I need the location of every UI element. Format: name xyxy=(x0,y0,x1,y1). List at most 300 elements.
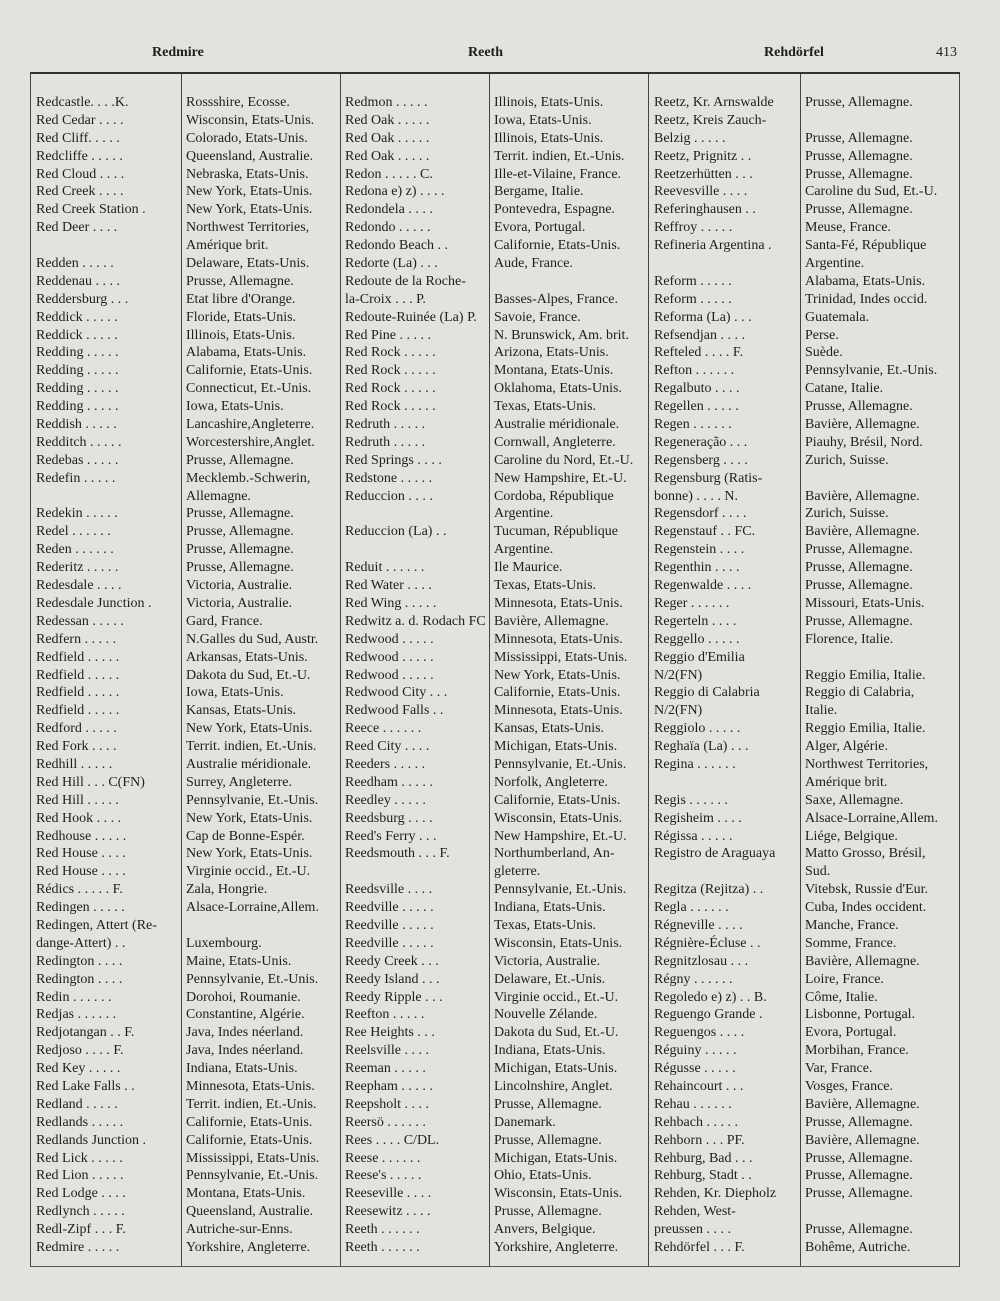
place-name: Régissa . . . . . xyxy=(654,828,733,844)
place-name: Red Cliff. . . . . xyxy=(36,130,120,146)
place-name: Red Rock . . . . . xyxy=(345,399,436,415)
place-location: Missouri, Etats-Unis. xyxy=(805,595,925,611)
place-location: Lancashire,Angleterre. xyxy=(186,417,315,433)
place-location: New York, Etats-Unis. xyxy=(186,810,313,826)
column-divider xyxy=(648,74,649,1266)
place-name: Redfield . . . . . xyxy=(36,685,120,701)
place-location: Loire, France. xyxy=(805,971,884,987)
place-name: Redding . . . . . xyxy=(36,363,119,379)
header-last-entry: Rehdörfel xyxy=(764,45,824,60)
place-location: Norfolk, Angleterre. xyxy=(494,774,608,790)
place-location: Prusse, Allemagne. xyxy=(186,506,294,522)
place-location: Evora, Portugal. xyxy=(805,1025,897,1041)
place-location: Australie méridionale. xyxy=(186,756,312,772)
place-location: Meuse, France. xyxy=(805,220,891,236)
place-name: Red Hook . . . . xyxy=(36,810,122,826)
place-location: Manche, France. xyxy=(805,917,899,933)
place-name: Reevesville . . . . xyxy=(654,184,748,200)
place-name: Refton . . . . . . xyxy=(654,363,735,379)
place-name: Reffroy . . . . . xyxy=(654,220,733,236)
place-location: Bavière, Allemagne. xyxy=(805,1132,920,1148)
place-name: Régneville . . . . xyxy=(654,917,743,933)
place-location: Prusse, Allemagne. xyxy=(805,95,913,110)
place-name: Red Springs . . . . xyxy=(345,452,442,468)
place-location: Mississippi, Etats-Unis. xyxy=(494,649,628,665)
place-location: Savoie, France. xyxy=(494,309,581,325)
place-location: Michigan, Etats-Unis. xyxy=(494,1150,618,1166)
place-name: Reedley . . . . . xyxy=(345,792,426,808)
place-location: Bavière, Allemagne. xyxy=(805,1096,920,1112)
place-name: Red Lodge . . . . xyxy=(36,1186,126,1202)
place-location: Reggio Emilia, Italie. xyxy=(805,667,926,683)
place-location: Colorado, Etats-Unis. xyxy=(186,130,308,146)
place-location: Argentine. xyxy=(805,256,865,272)
place-location: Californie, Etats-Unis. xyxy=(494,238,621,254)
place-location: Cordoba, République xyxy=(494,488,614,504)
place-name: N/2(FN) xyxy=(654,667,703,683)
place-name: Regina . . . . . . xyxy=(654,756,736,772)
place-name: Reforma (La) . . . xyxy=(654,309,752,325)
place-location: Indiana, Etats-Unis. xyxy=(186,1061,298,1077)
place-location: Java, Indes néerland. xyxy=(186,1043,304,1059)
place-name: Reduit . . . . . . xyxy=(345,560,425,576)
place-location: Alsace-Lorraine,Allem. xyxy=(805,810,938,826)
place-location: Prusse, Allemagne. xyxy=(805,1186,913,1202)
place-location: Delaware, Et.-Unis. xyxy=(494,971,606,987)
place-name: Red Rock . . . . . xyxy=(345,381,436,397)
place-name: Red Rock . . . . . xyxy=(345,363,436,379)
place-name: bonne) . . . . N. xyxy=(654,488,738,504)
place-location: Lincolnshire, Anglet. xyxy=(494,1078,613,1094)
place-name: Reedham . . . . . xyxy=(345,774,433,790)
place-name: Reggio d'Emilia xyxy=(654,649,745,665)
place-location: Kansas, Etats-Unis. xyxy=(186,703,297,719)
place-name: Reform . . . . . xyxy=(654,273,732,289)
place-location: Amérique brit. xyxy=(186,238,269,254)
place-name: Regenwalde . . . . xyxy=(654,578,752,594)
place-location: Australie méridionale. xyxy=(494,417,620,433)
place-name: preussen . . . . xyxy=(654,1222,731,1238)
place-name: Reddersburg . . . xyxy=(36,291,129,307)
place-location: Prusse, Allemagne. xyxy=(805,202,913,218)
place-location: Victoria, Australie. xyxy=(494,953,601,969)
place-location: Alsace-Lorraine,Allem. xyxy=(186,900,319,916)
place-location: Nebraska, Etats-Unis. xyxy=(186,166,309,182)
place-location: Texas, Etats-Unis. xyxy=(494,917,597,933)
place-name: Redel . . . . . . xyxy=(36,524,111,540)
place-location: Catane, Italie. xyxy=(805,381,884,397)
place-name: Redcliffe . . . . . xyxy=(36,148,123,164)
place-name: Redl-Zipf . . . F. xyxy=(36,1222,126,1238)
place-location: Bavière, Allemagne. xyxy=(494,613,609,629)
place-location: Prusse, Allemagne. xyxy=(805,166,913,182)
place-location: Basses-Alpes, France. xyxy=(494,291,619,307)
place-location: Iowa, Etats-Unis. xyxy=(494,112,592,128)
place-name: Redin . . . . . . xyxy=(36,989,112,1005)
place-name: Regis . . . . . . xyxy=(654,792,728,808)
place-location: Wisconsin, Etats-Unis. xyxy=(494,1186,623,1202)
place-name: Red Wing . . . . . xyxy=(345,595,437,611)
place-location: Californie, Etats-Unis. xyxy=(186,1132,313,1148)
place-location: Cap de Bonne-Espér. xyxy=(186,828,305,844)
place-location: Suède. xyxy=(805,345,843,361)
place-location: Alabama, Etats-Unis. xyxy=(805,273,926,289)
place-name: Reduccion . . . . xyxy=(345,488,433,504)
place-location: Maine, Etats-Unis. xyxy=(186,953,292,969)
place-location: Constantine, Algérie. xyxy=(186,1007,305,1023)
place-name: Red Deer . . . . xyxy=(36,220,118,236)
place-name: Redorte (La) . . . xyxy=(345,256,438,272)
place-location: Argentine. xyxy=(494,506,554,522)
place-location: Prusse, Allemagne. xyxy=(494,1132,602,1148)
place-name: Regeneração . . . xyxy=(654,434,748,450)
place-location: Prusse, Allemagne. xyxy=(805,1168,913,1184)
place-name: Reetz, Kreis Zauch- xyxy=(654,112,767,128)
place-location: Prusse, Allemagne. xyxy=(805,542,913,558)
place-location: Prusse, Allemagne. xyxy=(494,1204,602,1220)
place-name: Ree Heights . . . xyxy=(345,1025,435,1041)
place-location: Mecklemb.-Schwerin, xyxy=(186,470,311,486)
place-name: Redington . . . . xyxy=(36,971,123,987)
place-name: Redding . . . . . xyxy=(36,381,119,397)
place-location: Montana, Etats-Unis. xyxy=(186,1186,306,1202)
place-location: Minnesota, Etats-Unis. xyxy=(186,1078,315,1094)
place-name: Reeders . . . . . xyxy=(345,756,426,772)
place-name: Réguiny . . . . . xyxy=(654,1043,737,1059)
place-name: Reeseville . . . . xyxy=(345,1186,432,1202)
place-name: Redmon . . . . . xyxy=(345,95,428,110)
place-location: Victoria, Australie. xyxy=(186,595,293,611)
place-location: Wisconsin, Etats-Unis. xyxy=(494,810,623,826)
place-name: Red Hill . . . . . xyxy=(36,792,119,808)
place-name: Reersö . . . . . . xyxy=(345,1114,426,1130)
place-name: Red Lake Falls . . xyxy=(36,1078,135,1094)
place-location: New York, Etats-Unis. xyxy=(186,721,313,737)
place-location: Northwest Territories, xyxy=(805,756,929,772)
place-name: Redmire . . . . . xyxy=(36,1240,120,1255)
place-name: Reedy Island . . . xyxy=(345,971,440,987)
place-name: Reggiolo . . . . . xyxy=(654,721,741,737)
place-location: Java, Indes néerland. xyxy=(186,1025,304,1041)
place-name: la-Croix . . . P. xyxy=(345,291,426,307)
place-name: Reden . . . . . . xyxy=(36,542,114,558)
place-name: Redwood . . . . . xyxy=(345,631,434,647)
place-name: Rehau . . . . . . xyxy=(654,1096,732,1112)
place-location: Indiana, Etats-Unis. xyxy=(494,1043,606,1059)
place-location: Zala, Hongrie. xyxy=(186,882,268,898)
place-location: Côme, Italie. xyxy=(805,989,878,1005)
place-name: Redlands . . . . . xyxy=(36,1114,124,1130)
column-divider xyxy=(800,74,801,1266)
place-location: Prusse, Allemagne. xyxy=(186,542,294,558)
place-name: Red Cloud . . . . xyxy=(36,166,125,182)
place-location: Anvers, Belgique. xyxy=(494,1222,596,1238)
place-location: Santa-Fé, République xyxy=(805,238,927,254)
place-name: Redfield . . . . . xyxy=(36,649,120,665)
place-location: Illinois, Etats-Unis. xyxy=(494,95,604,110)
place-location: Prusse, Allemagne. xyxy=(805,399,913,415)
place-name: Reeth . . . . . . xyxy=(345,1222,420,1238)
place-location: Prusse, Allemagne. xyxy=(494,1096,602,1112)
place-name: Red Key . . . . . xyxy=(36,1061,121,1077)
place-name: Regenstein . . . . xyxy=(654,542,745,558)
place-location: Autriche-sur-Enns. xyxy=(186,1222,293,1238)
place-name: Reeth . . . . . . xyxy=(345,1240,420,1255)
place-location: Californie, Etats-Unis. xyxy=(186,1114,313,1130)
place-name: Reesewitz . . . . xyxy=(345,1204,431,1220)
place-location: Wisconsin, Etats-Unis. xyxy=(494,935,623,951)
place-location: Queensland, Australie. xyxy=(186,1204,314,1220)
place-name: Regensdorf . . . . xyxy=(654,506,747,522)
place-location: Aude, France. xyxy=(494,256,573,272)
place-name: Redhouse . . . . . xyxy=(36,828,127,844)
place-name: Regenstauf . . FC. xyxy=(654,524,756,540)
place-name: Redwood City . . . xyxy=(345,685,448,701)
place-location: Kansas, Etats-Unis. xyxy=(494,721,605,737)
place-name: Redwood . . . . . xyxy=(345,667,434,683)
place-name: Regerteln . . . . xyxy=(654,613,737,629)
place-name: Reddenau . . . . xyxy=(36,273,120,289)
place-location: Northwest Territories, xyxy=(186,220,310,236)
place-name: Reeman . . . . . xyxy=(345,1061,426,1077)
place-location: Argentine. xyxy=(494,542,554,558)
place-location: Bavière, Allemagne. xyxy=(805,953,920,969)
place-location: Allemagne. xyxy=(186,488,251,504)
place-name: Refteled . . . . F. xyxy=(654,345,744,361)
place-location: Gard, France. xyxy=(186,613,263,629)
place-name: Rehbach . . . . . xyxy=(654,1114,738,1130)
place-name: Reetzerhütten . . . xyxy=(654,166,753,182)
place-location: N. Brunswick, Am. brit. xyxy=(494,327,629,343)
place-location: Liége, Belgique. xyxy=(805,828,898,844)
place-name: Reece . . . . . . xyxy=(345,721,422,737)
place-name: Redon . . . . . C. xyxy=(345,166,433,182)
place-name: Reedville . . . . . xyxy=(345,935,434,951)
place-location: Victoria, Australie. xyxy=(186,578,293,594)
place-location: Vosges, France. xyxy=(805,1078,894,1094)
place-location: Amérique brit. xyxy=(805,774,888,790)
place-name: Redesdale Junction . xyxy=(36,595,152,611)
place-name: Redcastle. . . .K. xyxy=(36,95,129,110)
place-location: Prusse, Allemagne. xyxy=(186,524,294,540)
place-name: Redland . . . . . xyxy=(36,1096,118,1112)
place-location: Prusse, Allemagne. xyxy=(805,1150,913,1166)
place-location: Delaware, Etats-Unis. xyxy=(186,256,310,272)
place-location: Texas, Etats-Unis. xyxy=(494,399,597,415)
place-name: Redfield . . . . . xyxy=(36,667,120,683)
place-location: Worcestershire,Anglet. xyxy=(186,434,315,450)
place-name: Red Oak . . . . . xyxy=(345,130,430,146)
place-name: Red House . . . . xyxy=(36,864,126,880)
place-location: Queensland, Australie. xyxy=(186,148,314,164)
place-name: Reedville . . . . . xyxy=(345,900,434,916)
place-location: New York, Etats-Unis. xyxy=(186,846,313,862)
place-name: Regla . . . . . . xyxy=(654,900,729,916)
place-location: Perse. xyxy=(805,327,839,343)
column-divider xyxy=(340,74,341,1266)
place-location: Pennsylvanie, Et.-Unis. xyxy=(494,882,627,898)
place-location: New York, Etats-Unis. xyxy=(494,667,621,683)
place-location: Reggio di Calabria, xyxy=(805,685,915,701)
place-name: Redoute de la Roche- xyxy=(345,273,466,289)
place-location: Bergame, Italie. xyxy=(494,184,584,200)
place-name: Redfield . . . . . xyxy=(36,703,120,719)
place-name: Redruth . . . . . xyxy=(345,434,426,450)
place-name: Regnitzlosau . . . xyxy=(654,953,749,969)
place-name: Reed's Ferry . . . xyxy=(345,828,437,844)
place-location: Var, France. xyxy=(805,1061,873,1077)
place-name: Redebas . . . . . xyxy=(36,452,119,468)
place-name: Redlynch . . . . . xyxy=(36,1204,125,1220)
place-name: Redhill . . . . . xyxy=(36,756,113,772)
place-location: Surrey, Angleterre. xyxy=(186,774,292,790)
place-name: Reelsville . . . . xyxy=(345,1043,429,1059)
place-location: Territ. indien, Et.-Unis. xyxy=(494,148,625,164)
place-name: Reefton . . . . . xyxy=(345,1007,425,1023)
place-location: Mississippi, Etats-Unis. xyxy=(186,1150,320,1166)
place-name: Belzig . . . . . xyxy=(654,130,726,146)
place-name: Reggio di Calabria xyxy=(654,685,760,701)
place-name: Redingen . . . . . xyxy=(36,900,125,916)
place-name: Red Water . . . . xyxy=(345,578,432,594)
place-name: Régnière-Écluse . . xyxy=(654,935,761,951)
place-location: Pennsylvanie, Et.-Unis. xyxy=(494,756,627,772)
place-name: Redstone . . . . . xyxy=(345,470,433,486)
place-name: Redwood . . . . . xyxy=(345,649,434,665)
place-location: Rossshire, Ecosse. xyxy=(186,95,290,110)
place-location: Somme, France. xyxy=(805,935,897,951)
place-name: Red Lick . . . . . xyxy=(36,1150,123,1166)
place-name: Reggello . . . . . xyxy=(654,631,740,647)
place-location: Prusse, Allemagne. xyxy=(186,273,294,289)
place-name: Red Oak . . . . . xyxy=(345,148,430,164)
place-location: Indiana, Etats-Unis. xyxy=(494,900,606,916)
header-first-entry: Redmire xyxy=(152,45,204,60)
place-name: Redwood Falls . . xyxy=(345,703,444,719)
place-location: Alger, Algérie. xyxy=(805,739,889,755)
place-name: Reepsholt . . . . xyxy=(345,1096,429,1112)
place-name: Redding . . . . . xyxy=(36,399,119,415)
place-name: Reddick . . . . . xyxy=(36,327,118,343)
place-location: Danemark. xyxy=(494,1114,556,1130)
place-location: Iowa, Etats-Unis. xyxy=(186,685,284,701)
place-location: Wisconsin, Etats-Unis. xyxy=(186,112,315,128)
place-name: Red Rock . . . . . xyxy=(345,345,436,361)
place-location: Caroline du Nord, Et.-U. xyxy=(494,452,634,468)
place-location: Michigan, Etats-Unis. xyxy=(494,1061,618,1077)
place-name: Red Oak . . . . . xyxy=(345,112,430,128)
place-name: Redfern . . . . . xyxy=(36,631,117,647)
place-name: Rehburg, Bad . . . xyxy=(654,1150,753,1166)
place-name: Referinghausen . . xyxy=(654,202,756,218)
place-name: Reese . . . . . . xyxy=(345,1150,421,1166)
place-name: Red Creek . . . . xyxy=(36,184,124,200)
place-name: Refsendjan . . . . xyxy=(654,327,745,343)
place-name: Reger . . . . . . xyxy=(654,595,730,611)
place-location: Iowa, Etats-Unis. xyxy=(186,399,284,415)
place-location: Illinois, Etats-Unis. xyxy=(494,130,604,146)
place-location: Prusse, Allemagne. xyxy=(805,578,913,594)
place-location: Dakota du Sud, Et.-U. xyxy=(186,667,311,683)
place-name: Redruth . . . . . xyxy=(345,417,426,433)
place-name: Regitza (Rejitza) . . xyxy=(654,882,764,898)
place-location: Michigan, Etats-Unis. xyxy=(494,739,618,755)
place-name: Reddick . . . . . xyxy=(36,309,118,325)
place-location: Alabama, Etats-Unis. xyxy=(186,345,307,361)
place-location: Nouvelle Zélande. xyxy=(494,1007,598,1023)
place-name: Redingen, Attert (Re- xyxy=(36,917,157,933)
place-name: Redford . . . . . xyxy=(36,721,117,737)
place-location: Northumberland, An- xyxy=(494,846,615,862)
place-location: Prusse, Allemagne. xyxy=(805,560,913,576)
place-location: Italie. xyxy=(805,703,838,719)
place-location: Yorkshire, Angleterre. xyxy=(494,1240,619,1255)
place-name: Rehden, Kr. Diepholz xyxy=(654,1186,777,1202)
header-rule xyxy=(30,72,960,74)
place-name: Reese's . . . . . xyxy=(345,1168,422,1184)
place-name: Regenthin . . . . xyxy=(654,560,740,576)
place-location: Ohio, Etats-Unis. xyxy=(494,1168,592,1184)
place-location: Vitebsk, Russie d'Eur. xyxy=(805,882,929,898)
place-location: Reggio Emilia, Italie. xyxy=(805,721,926,737)
place-location: Saxe, Allemagne. xyxy=(805,792,904,808)
place-name: Reddish . . . . . xyxy=(36,417,117,433)
place-name: Reetz, Prignitz . . xyxy=(654,148,752,164)
place-location: Guatemala. xyxy=(805,309,870,325)
place-location: Pontevedra, Espagne. xyxy=(494,202,615,218)
place-location: Virginie occid., Et.-U. xyxy=(186,864,311,880)
place-name: Redding . . . . . xyxy=(36,345,119,361)
place-location: Florence, Italie. xyxy=(805,631,894,647)
place-location: Minnesota, Etats-Unis. xyxy=(494,595,623,611)
place-location: Prusse, Allemagne. xyxy=(186,452,294,468)
place-location: New Hampshire, Et.-U. xyxy=(494,828,627,844)
place-location: Arkansas, Etats-Unis. xyxy=(186,649,308,665)
place-location: Caroline du Sud, Et.-U. xyxy=(805,184,938,200)
place-name: Rehborn . . . PF. xyxy=(654,1132,745,1148)
place-name: Régny . . . . . . xyxy=(654,971,733,987)
place-location: Prusse, Allemagne. xyxy=(805,1222,913,1238)
place-name: Registro de Araguaya xyxy=(654,846,776,862)
place-location: Luxembourg. xyxy=(186,935,262,951)
place-location: Bavière, Allemagne. xyxy=(805,524,920,540)
place-location: Oklahoma, Etats-Unis. xyxy=(494,381,622,397)
place-name: Red Lion . . . . . xyxy=(36,1168,124,1184)
place-name: Reghaïa (La) . . . xyxy=(654,739,749,755)
place-name: N/2(FN) xyxy=(654,703,703,719)
place-location: gleterre. xyxy=(494,864,541,880)
place-location: Territ. indien, Et.-Unis. xyxy=(186,739,317,755)
place-location: Piauhy, Brésil, Nord. xyxy=(805,434,923,450)
place-location: New Hampshire, Et.-U. xyxy=(494,470,627,486)
place-name: dange-Attert) . . xyxy=(36,935,126,951)
place-location: Prusse, Allemagne. xyxy=(186,560,294,576)
place-location: Morbihan, France. xyxy=(805,1043,909,1059)
place-location: Virginie occid., Et.-U. xyxy=(494,989,619,1005)
place-location: Ille-et-Vilaine, France. xyxy=(494,166,622,182)
place-location: Arizona, Etats-Unis. xyxy=(494,345,609,361)
place-location: Pennsylvanie, Et.-Unis. xyxy=(186,1168,319,1184)
place-location: Pennsylvanie, Et.-Unis. xyxy=(186,971,319,987)
place-name: Reetz, Kr. Arnswalde xyxy=(654,95,774,110)
place-name: Redona e) z) . . . . xyxy=(345,184,445,200)
place-location: Bohême, Autriche. xyxy=(805,1240,911,1255)
place-name: Rees . . . . C/DL. xyxy=(345,1132,440,1148)
place-location: Californie, Etats-Unis. xyxy=(186,363,313,379)
place-name: Redekin . . . . . xyxy=(36,506,118,522)
place-location: Connecticut, Et.-Unis. xyxy=(186,381,312,397)
place-name: Red House . . . . xyxy=(36,846,126,862)
